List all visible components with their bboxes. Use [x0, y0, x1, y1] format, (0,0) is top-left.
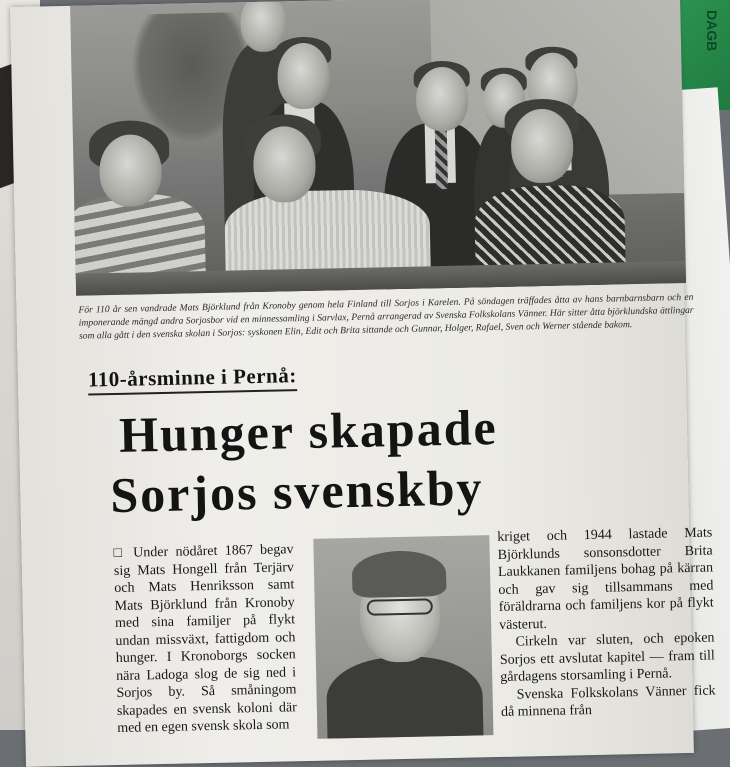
article-right-paragraph-1: kriget och 1944 lastade Mats Björklunds sonsonsdotter Brita Laukkanen familjens bohag på kärran och gav sig tillsammans med föräldrarna och familjens kor på flykt västerut. — [497, 525, 714, 633]
portrait-photo — [313, 535, 493, 739]
photo-caption: För 110 år sen vandrade Mats Björklund från Kronoby genom hela Finland till Sorjos i Karelen. På söndagen träffades åtta av hans barnbarnsbarn och en imponerande mängd andra Sorjosbor vid en minnessamling i Sarvlax, Pernå arrangerad av Svenska Folkskolans Vänner. Här sitter åtta björklundska ättlingar som alla gått i den svenska skolan i Sorjos: syskonen Elin, Edit och Brita sittande och Gunnar, Holger, Rafael, Sven och Werner stående bakom. — [78, 291, 694, 342]
headline-line-2: Sorjos svenskby — [109, 459, 485, 524]
article-column-right — [497, 524, 716, 721]
article-right-paragraph-3: Svenska Folkskolans Vänner fick då minnena från — [500, 682, 716, 720]
green-folder-text: DAGB — [704, 10, 720, 52]
group-photo — [70, 0, 686, 296]
portrait-glasses — [367, 598, 433, 615]
article — [88, 356, 641, 525]
portrait-hair — [352, 550, 447, 598]
article-right-paragraph-2: Cirkeln var sluten, och epoken Sorjos ett avslutat kapitel — fram till gårdagens storsamling i Pernå. — [499, 630, 716, 685]
article-column-left: □ Under nödåret 1867 begav sig Mats Hongell från Terjärv och Mats Henriksson samt Mats Björklund från Kronoby med sina familjer på flykt undan missväxt, fattigdom och hunger. I Kronoborgs socken nära Ladoga slog de sig ned i Sorjos by. Så småningom skapades en svensk koloni där med en egen svensk skola som — [113, 542, 297, 736]
portrait-dress — [326, 655, 484, 738]
article-kicker: 110-årsminne i Pernå: — [88, 363, 297, 395]
headline-line-1: Hunger skapade — [118, 398, 499, 463]
